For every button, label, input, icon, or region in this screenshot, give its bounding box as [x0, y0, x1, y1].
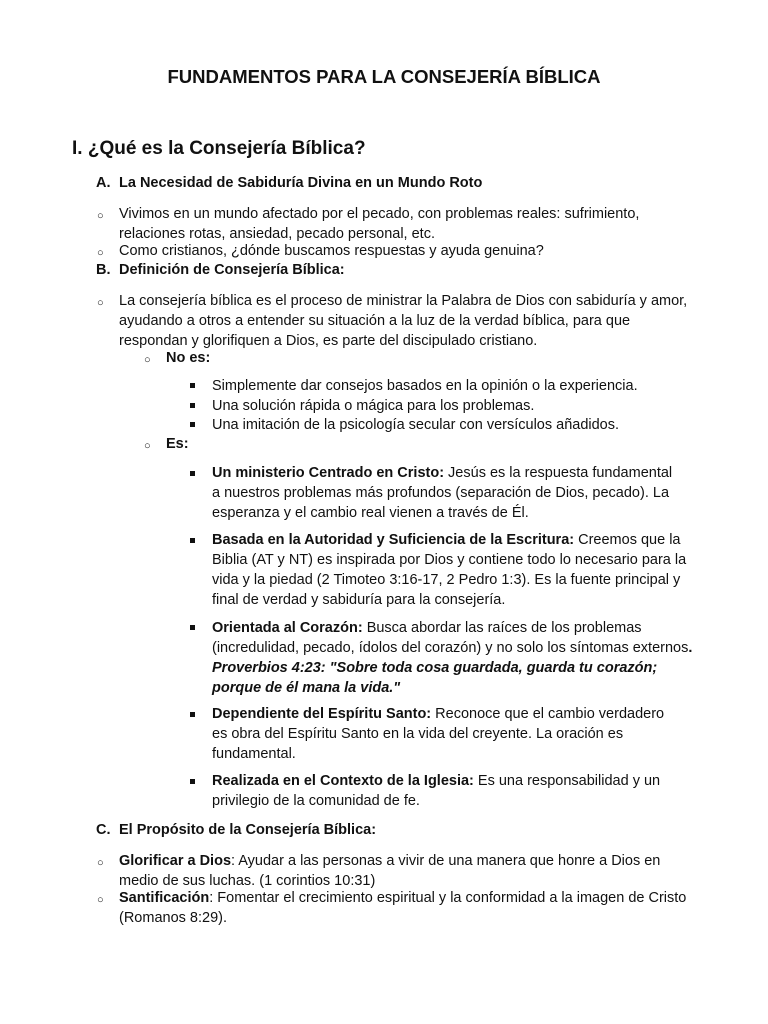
square-bullet-icon: [190, 471, 195, 476]
hollow-circle-bullet-icon: ○: [97, 247, 104, 259]
item-text: Jesús es la respuesta fundamental a nuestros problemas más profundos (separación de Dios, pecado). La esperanza y el cambio real vienen a través de Él.: [212, 465, 673, 521]
square-bullet-icon: [190, 625, 195, 630]
no-es-label: No es:: [166, 350, 211, 366]
item-quote: Proverbios 4:23: "Sobre toda cosa guardada, guarda tu corazón; porque de él mana la vida.": [212, 660, 658, 696]
list-item: Como cristianos, ¿dónde buscamos respuestas y ayuda genuina?: [119, 243, 544, 259]
item-text: : Fomentar el crecimiento espiritual y la conformidad a la imagen de Cristo (Romanos 8:29).: [119, 890, 687, 926]
list-item: [119, 888, 699, 928]
list-item: Una solución rápida o mágica para los problemas.: [212, 398, 535, 414]
square-bullet-icon: [190, 403, 195, 408]
item-text: Busca abordar las raíces de los problemas (incredulidad, pecado, ídolos del corazón) y no solo los síntomas externos: [212, 620, 689, 656]
square-bullet-icon: [190, 712, 195, 717]
subheading-text: Definición de Consejería Bíblica:: [119, 262, 345, 278]
item-label: Dependiente del Espíritu Santo:: [212, 706, 432, 722]
list-item: [212, 771, 696, 811]
subheading-letter: C.: [96, 822, 111, 838]
subheading-text: La Necesidad de Sabiduría Divina en un Mundo Roto: [119, 175, 483, 191]
list-item: [119, 851, 679, 891]
item-text: Creemos que la Biblia (AT y NT) es inspirada por Dios y contiene todo lo necesario para la vida y la piedad (2 Timoteo 3:16-17, 2 Pedro 1:3). Es la fuente principal y final de verdad y sabiduría para la consejería.: [212, 532, 687, 608]
item-label: Orientada al Corazón:: [212, 620, 363, 636]
definition-paragraph: La consejería bíblica es el proceso de ministrar la Palabra de Dios con sabiduría y amor, ayudando a otros a entender su situación a la luz de la verdad bíblica, para que respondan y glorifiquen a Dios, es parte del discipulado cristiano.: [119, 293, 688, 349]
list-item: [212, 618, 694, 698]
item-text: Es una responsabilidad y un privilegio de la comunidad de fe.: [212, 773, 661, 809]
hollow-circle-bullet-icon: ○: [97, 297, 104, 309]
item-label: Santificación: [119, 890, 210, 906]
subheading-letter: B.: [96, 262, 111, 278]
hollow-circle-bullet-icon: ○: [97, 894, 104, 906]
item-text: : Ayudar a las personas a vivir de una manera que honre a Dios en medio de sus luchas. (1 corintios 10:31): [119, 853, 661, 889]
square-bullet-icon: [190, 383, 195, 388]
subheading-text: El Propósito de la Consejería Bíblica:: [119, 822, 377, 838]
item-period: .: [688, 640, 693, 656]
subheading-letter: A.: [96, 175, 111, 191]
item-label: Glorificar a Dios: [119, 853, 232, 869]
list-item: Vivimos en un mundo afectado por el pecado, con problemas reales: sufrimiento, relaciones rotas, ansiedad, pecado personal, etc.: [119, 206, 640, 242]
hollow-circle-bullet-icon: ○: [144, 354, 151, 366]
section-heading: I. ¿Qué es la Consejería Bíblica?: [72, 138, 366, 159]
list-item: [212, 704, 672, 764]
square-bullet-icon: [190, 779, 195, 784]
list-item: [212, 530, 688, 610]
list-item: [212, 463, 682, 523]
item-text: Reconoce que el cambio verdadero es obra del Espíritu Santo en la vida del creyente. La oración es fundamental.: [212, 706, 665, 762]
item-label: Realizada en el Contexto de la Iglesia:: [212, 773, 474, 789]
item-label: Un ministerio Centrado en Cristo:: [212, 465, 445, 481]
square-bullet-icon: [190, 538, 195, 543]
document-title: FUNDAMENTOS PARA LA CONSEJERÍA BÍBLICA: [167, 66, 601, 87]
square-bullet-icon: [190, 422, 195, 427]
hollow-circle-bullet-icon: ○: [97, 210, 104, 222]
hollow-circle-bullet-icon: ○: [144, 440, 151, 452]
list-item: Simplemente dar consejos basados en la opinión o la experiencia.: [212, 378, 638, 394]
hollow-circle-bullet-icon: ○: [97, 857, 104, 869]
list-item: Una imitación de la psicología secular con versículos añadidos.: [212, 417, 620, 433]
item-label: Basada en la Autoridad y Suficiencia de la Escritura:: [212, 532, 575, 548]
es-label: Es:: [166, 436, 189, 452]
